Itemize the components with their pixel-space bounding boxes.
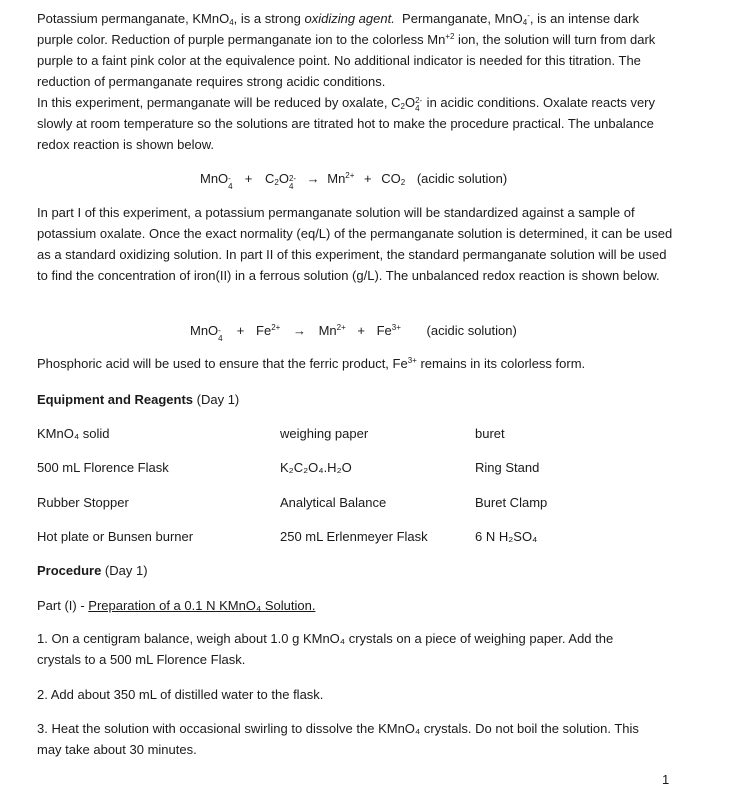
equipment-item: Buret Clamp	[475, 495, 548, 510]
equipment-item: weighing paper	[280, 426, 369, 441]
reaction-arrow: →	[306, 171, 320, 186]
page-number: 1	[662, 772, 670, 787]
procedure-step: 2. Add about 350 mL of distilled water to the flask.	[37, 687, 324, 702]
equipment-item: Rubber Stopper	[37, 495, 129, 510]
equipment-item: 6 N H₂SO₄	[475, 529, 538, 544]
equipment-item: K₂C₂O₄.H₂O	[280, 460, 352, 475]
part-intro-paragraph: In part I of this experiment, a potassium permanganate solution will be standardized against a sample of potassium oxalate. Once the exact normality (eq/L) of the permanganate solution is determined, it can be used as a standard oxidizing solution. In part II of this experiment, the standard permanganate solution will be used to find the concentration of iron(II) in a ferrous solution (g/L). The unbalanced redox reaction is shown below.	[37, 205, 673, 283]
equipment-item: KMnO₄ solid	[37, 426, 110, 441]
oxalate-redox-equation: MnO 4 - + $C_2O$ 4 2- → $Mn^{2+} + CO_2$ (acidic solution)	[200, 171, 508, 191]
procedure-step: 3. Heat the solution with occasional swirling to dissolve the KMnO₄ crystals. Do not boil the solution. This may take about 30 minutes.	[37, 721, 639, 757]
equipment-item: Ring Stand	[475, 460, 540, 475]
part-one-title: Part (I) - Preparation of a 0.1 N KMnO₄ Solution.	[37, 598, 316, 613]
equipment-item: 500 mL Florence Flask	[37, 460, 169, 475]
iron-redox-equation: MnO 4 - + $Fe^{2+} \to Mn^{2+} + Fe^{3+}$ (acidic solution)	[190, 323, 517, 343]
equipment-item: 250 mL Erlenmeyer Flask	[280, 529, 428, 544]
equipment-item: Analytical Balance	[280, 495, 387, 510]
phosphoric-acid-note: Phosphoric acid will be used to ensure that the ferric product, $Fe^{3+}$ remains in its colorless form.	[37, 356, 586, 371]
equipment-item: Hot plate or Bunsen burner	[37, 529, 194, 544]
intro-paragraph: Potassium permanganate, KMnO$_4$, is a strong oxidizing agent. Permanganate, MnO$_4$-, is an intense dark purple color. Reduction of purple permanganate ion to the colorless $Mn^{+2}$ ion, the solution will turn from dark purple to a faint pink color at the equivalence point. No additional indicator is needed for this titration. The reduction of permanganate requires strong acidic conditions. In this experiment, permanganate will be reduced by oxalate, $C_2O$ 4 2- in acidic conditions. Oxalate reacts very slowly at room temperature so the solutions are titrated hot to make the procedure practical. The unbalance redox reaction is shown below.	[37, 11, 656, 152]
oxidizing-agent-term: oxidizing agent.	[304, 11, 395, 26]
reaction-arrow: →	[292, 323, 306, 338]
equipment-item: buret	[475, 426, 505, 441]
equipment-heading: Equipment and Reagents (Day 1)	[37, 392, 240, 407]
procedure-step: 1. On a centigram balance, weigh about 1.0 g KMnO₄ crystals on a piece of weighing paper. Add the crystals to a 500 mL Florence Flask.	[37, 631, 614, 667]
procedure-heading: Procedure (Day 1)	[37, 563, 148, 578]
